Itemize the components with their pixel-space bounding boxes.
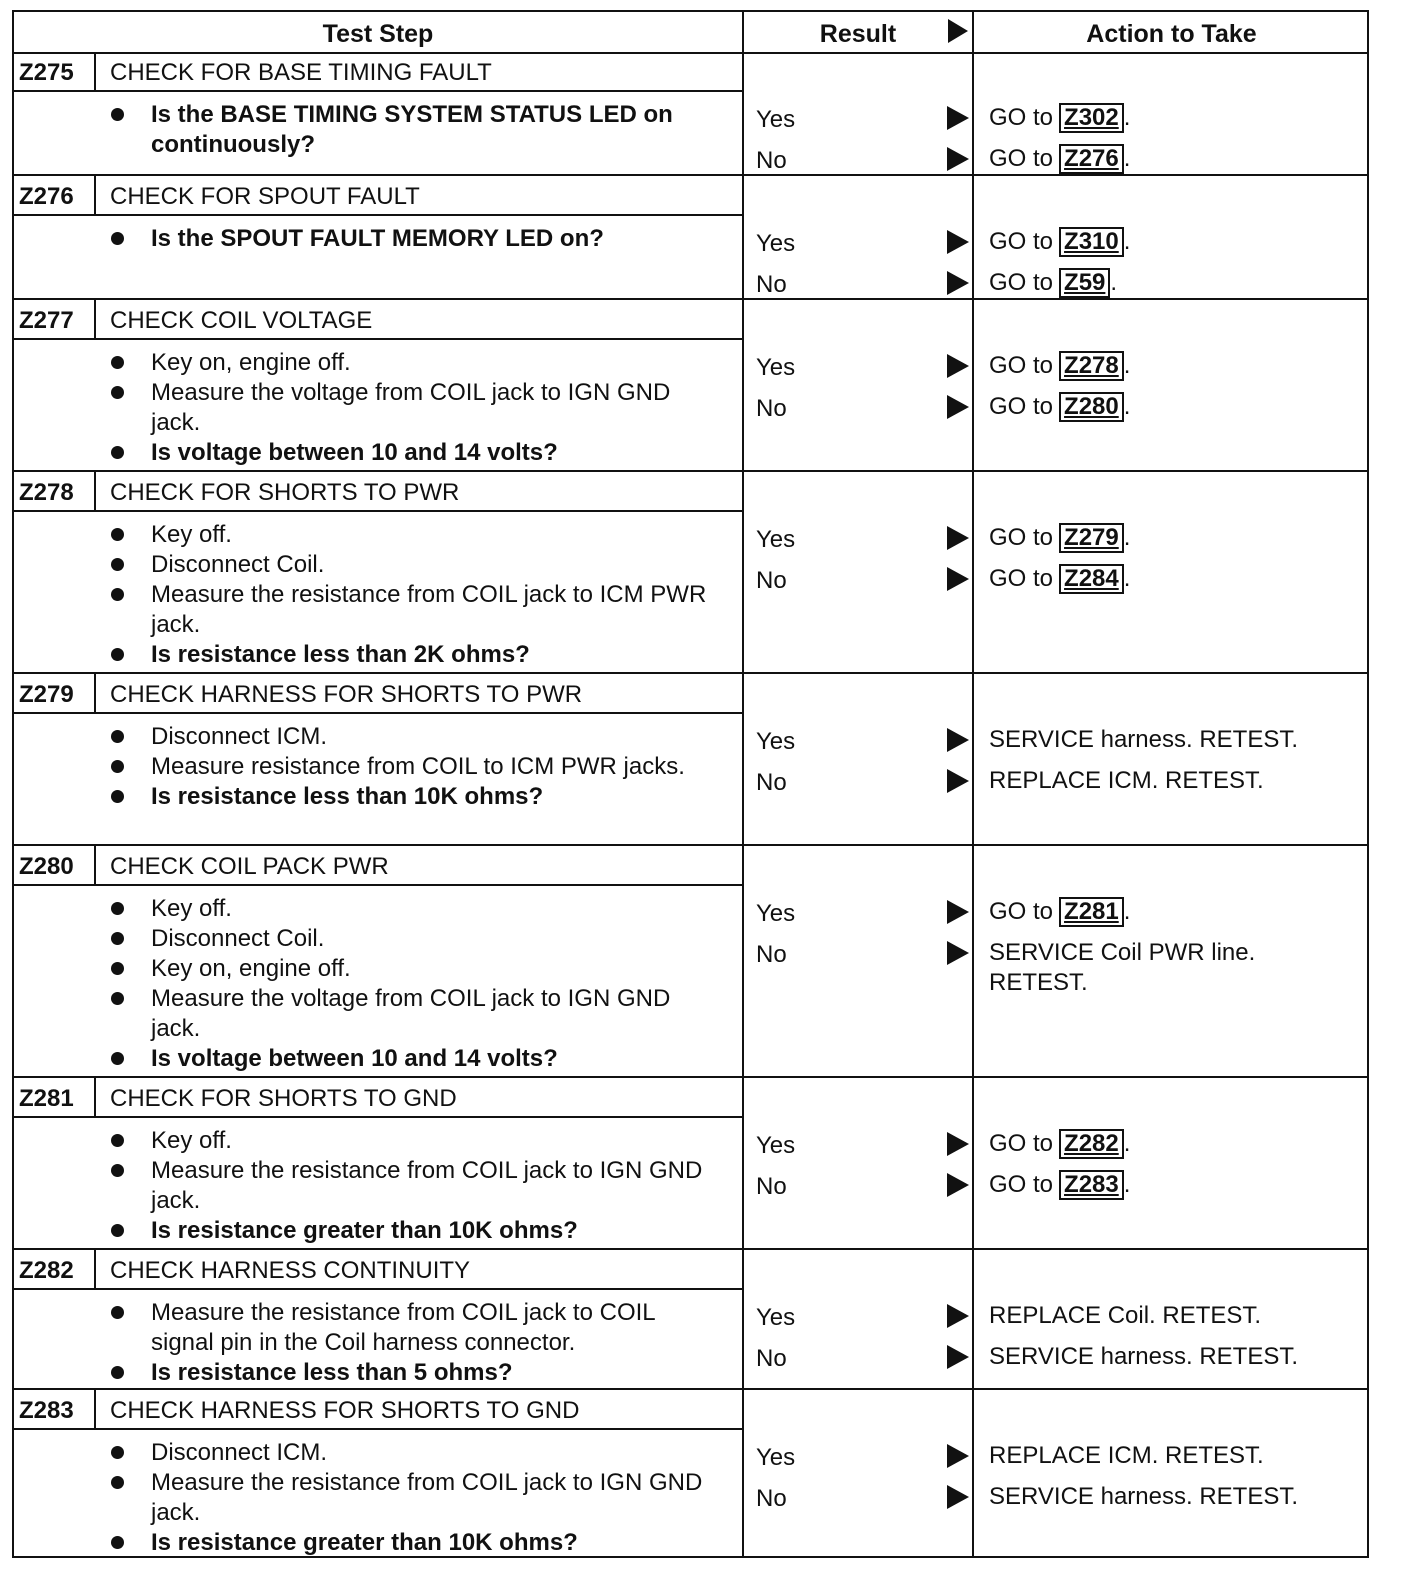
step-reference-link[interactable]: Z276 [1059, 144, 1124, 174]
bullet-icon [111, 1134, 124, 1147]
step-instruction [14, 550, 742, 580]
step-title-row [14, 674, 744, 714]
action-text: GO to [989, 1130, 1054, 1157]
result-yes: Yes [756, 1304, 796, 1331]
arrow-icon [947, 271, 969, 295]
instruction-text: Measure the resistance from COIL jack to IGN GND jack. [151, 1157, 703, 1214]
bullet-icon [111, 790, 124, 803]
instruction-text: Measure the voltage from COIL jack to IGN GND jack. [151, 985, 671, 1042]
arrow-icon [947, 395, 969, 419]
action-to-take [989, 392, 1130, 422]
test-step-row [14, 846, 1367, 1078]
step-reference-link[interactable]: Z283 [1059, 1170, 1124, 1200]
step-question [14, 782, 742, 812]
step-instruction [14, 520, 742, 550]
step-question [14, 1358, 742, 1388]
step-instructions [14, 894, 742, 1074]
arrow-icon [948, 19, 968, 43]
bullet-icon [111, 1224, 124, 1237]
arrow-icon [947, 147, 969, 171]
action-to-take [989, 1441, 1349, 1471]
instruction-text: Is resistance less than 2K ohms? [151, 641, 530, 668]
action-to-take [989, 766, 1349, 796]
action-to-take [989, 268, 1117, 298]
test-step-row [14, 52, 1367, 176]
bullet-icon [111, 356, 124, 369]
step-title-row [14, 1078, 744, 1118]
step-instruction [14, 722, 742, 752]
result-no: No [756, 1173, 787, 1200]
step-instruction [14, 1298, 742, 1358]
test-step-row [14, 1390, 1367, 1558]
step-question [14, 100, 742, 160]
arrow-icon [947, 769, 969, 793]
test-step-row [14, 674, 1367, 846]
step-instruction [14, 894, 742, 924]
instruction-text: Is voltage between 10 and 14 volts? [151, 439, 558, 466]
instruction-text: Is voltage between 10 and 14 volts? [151, 1045, 558, 1072]
step-title: CHECK COIL PACK PWR [110, 853, 389, 880]
step-title-row [14, 176, 744, 216]
arrow-icon [947, 1304, 969, 1328]
action-suffix: . [1123, 104, 1131, 131]
result-no: No [756, 941, 787, 968]
instruction-text: Is resistance greater than 10K ohms? [151, 1529, 578, 1556]
step-title: CHECK COIL VOLTAGE [110, 307, 373, 334]
step-instruction [14, 580, 742, 640]
test-step-row [14, 472, 1367, 674]
bullet-icon [111, 386, 124, 399]
action-to-take [989, 144, 1130, 174]
action-to-take [989, 1129, 1130, 1159]
arrow-icon [947, 1132, 969, 1156]
result-no: No [756, 1485, 787, 1512]
step-reference-link[interactable]: Z284 [1059, 564, 1124, 594]
action-to-take [989, 897, 1130, 927]
action-text: REPLACE Coil. RETEST. [989, 1302, 1262, 1329]
step-reference-link[interactable]: Z282 [1059, 1129, 1124, 1159]
step-id: Z276 [14, 176, 96, 214]
instruction-text: Disconnect Coil. [151, 925, 325, 952]
instruction-text: Is resistance greater than 10K ohms? [151, 1217, 578, 1244]
step-title-row [14, 846, 744, 886]
bullet-icon [111, 648, 124, 661]
test-step-row [14, 176, 1367, 300]
arrow-icon [947, 230, 969, 254]
bullet-icon [111, 932, 124, 945]
step-id: Z283 [14, 1390, 96, 1428]
test-step-row [14, 1250, 1367, 1390]
action-to-take [989, 1301, 1349, 1331]
arrow-icon [947, 728, 969, 752]
action-to-take [989, 1342, 1349, 1372]
step-question [14, 224, 742, 254]
action-suffix: . [1123, 145, 1131, 172]
instruction-text: Key off. [151, 521, 232, 548]
action-suffix: . [1123, 352, 1131, 379]
step-instruction [14, 1156, 742, 1216]
step-question [14, 1216, 742, 1246]
step-instruction [14, 378, 742, 438]
result-no: No [756, 271, 787, 298]
step-id: Z279 [14, 674, 96, 712]
instruction-text: Key off. [151, 895, 232, 922]
action-to-take [989, 523, 1130, 553]
action-text: REPLACE ICM. RETEST. [989, 767, 1264, 794]
action-text: GO to [989, 898, 1054, 925]
step-question [14, 438, 742, 468]
action-text: GO to [989, 1171, 1054, 1198]
action-text: GO to [989, 228, 1054, 255]
result-yes: Yes [756, 728, 796, 755]
arrow-icon [947, 1485, 969, 1509]
step-instructions [14, 1438, 742, 1558]
bullet-icon [111, 760, 124, 773]
step-question [14, 640, 742, 670]
action-suffix: . [1123, 228, 1131, 255]
step-instructions [14, 1298, 742, 1388]
action-text: GO to [989, 524, 1054, 551]
step-reference-link[interactable]: Z278 [1059, 351, 1124, 381]
bullet-icon [111, 730, 124, 743]
step-reference-link[interactable]: Z302 [1059, 103, 1124, 133]
action-text: REPLACE ICM. RETEST. [989, 1442, 1264, 1469]
instruction-text: Key on, engine off. [151, 955, 351, 982]
step-title: CHECK HARNESS FOR SHORTS TO PWR [110, 681, 583, 708]
action-suffix: . [1123, 1171, 1131, 1198]
step-title-row [14, 300, 744, 340]
bullet-icon [111, 588, 124, 601]
result-no: No [756, 769, 787, 796]
step-instruction [14, 1126, 742, 1156]
step-reference-link[interactable]: Z281 [1059, 897, 1124, 927]
result-no: No [756, 567, 787, 594]
step-title-row [14, 52, 744, 92]
bullet-icon [111, 1306, 124, 1319]
arrow-icon [947, 941, 969, 965]
result-yes: Yes [756, 526, 796, 553]
bullet-icon [111, 108, 124, 121]
action-text: GO to [989, 393, 1054, 420]
step-instruction [14, 752, 742, 782]
step-reference-link[interactable]: Z310 [1059, 227, 1124, 257]
diagnostic-table [12, 10, 1369, 1558]
action-text: GO to [989, 269, 1054, 296]
action-to-take [989, 103, 1130, 133]
arrow-icon [947, 1444, 969, 1468]
step-title-row [14, 472, 744, 512]
arrow-icon [947, 106, 969, 130]
instruction-text: Disconnect ICM. [151, 723, 328, 750]
step-instruction [14, 348, 742, 378]
step-id: Z278 [14, 472, 96, 510]
action-text: GO to [989, 565, 1054, 592]
action-text: SERVICE harness. RETEST. [989, 726, 1298, 753]
action-text: GO to [989, 104, 1054, 131]
action-text: GO to [989, 352, 1054, 379]
arrow-icon [947, 526, 969, 550]
action-text: GO to [989, 145, 1054, 172]
result-no: No [756, 147, 787, 174]
bullet-icon [111, 528, 124, 541]
step-instruction [14, 1468, 742, 1528]
step-instructions [14, 224, 742, 254]
step-reference-link[interactable]: Z59 [1059, 268, 1110, 298]
result-yes: Yes [756, 354, 796, 381]
action-to-take [989, 1482, 1349, 1512]
bullet-icon [111, 1366, 124, 1379]
header-action: Action to Take [1086, 20, 1257, 48]
arrow-icon [947, 900, 969, 924]
step-title: CHECK FOR SPOUT FAULT [110, 183, 420, 210]
action-suffix: . [1123, 1130, 1131, 1157]
step-id: Z275 [14, 52, 96, 90]
action-suffix: . [1123, 524, 1131, 551]
step-title: CHECK HARNESS CONTINUITY [110, 1257, 471, 1284]
bullet-icon [111, 1446, 124, 1459]
result-yes: Yes [756, 1444, 796, 1471]
step-instructions [14, 722, 742, 812]
arrow-icon [947, 1173, 969, 1197]
instruction-text: Is resistance less than 10K ohms? [151, 783, 544, 810]
action-suffix: . [1123, 393, 1131, 420]
action-text: SERVICE Coil PWR line. RETEST. [989, 939, 1256, 996]
result-yes: Yes [756, 230, 796, 257]
step-id: Z282 [14, 1250, 96, 1288]
step-instruction [14, 924, 742, 954]
bullet-icon [111, 992, 124, 1005]
step-title: CHECK HARNESS FOR SHORTS TO GND [110, 1397, 580, 1424]
arrow-icon [947, 354, 969, 378]
step-instructions [14, 100, 742, 160]
step-instructions [14, 348, 742, 468]
step-question [14, 1528, 742, 1558]
action-suffix: . [1110, 269, 1118, 296]
instruction-text: Is the SPOUT FAULT MEMORY LED on? [151, 225, 604, 252]
instruction-text: Measure the voltage from COIL jack to IGN GND jack. [151, 379, 671, 436]
step-id: Z280 [14, 846, 96, 884]
instruction-text: Key on, engine off. [151, 349, 351, 376]
result-no: No [756, 1345, 787, 1372]
step-question [14, 1044, 742, 1074]
action-to-take [989, 351, 1130, 381]
step-title: CHECK FOR SHORTS TO PWR [110, 479, 460, 506]
table-header [14, 12, 1367, 54]
instruction-text: Key off. [151, 1127, 232, 1154]
step-instruction [14, 984, 742, 1044]
arrow-icon [947, 567, 969, 591]
step-reference-link[interactable]: Z279 [1059, 523, 1124, 553]
instruction-text: Measure the resistance from COIL jack to ICM PWR jack. [151, 581, 707, 638]
bullet-icon [111, 446, 124, 459]
action-text: SERVICE harness. RETEST. [989, 1343, 1298, 1370]
step-title: CHECK FOR SHORTS TO GND [110, 1085, 457, 1112]
result-yes: Yes [756, 1132, 796, 1159]
action-to-take [989, 227, 1130, 257]
bullet-icon [111, 902, 124, 915]
instruction-text: Measure resistance from COIL to ICM PWR jacks. [151, 753, 685, 780]
step-reference-link[interactable]: Z280 [1059, 392, 1124, 422]
instruction-text: Is resistance less than 5 ohms? [151, 1359, 513, 1386]
action-to-take [989, 1170, 1130, 1200]
step-id: Z281 [14, 1078, 96, 1116]
instruction-text: Disconnect ICM. [151, 1439, 328, 1466]
step-instruction [14, 954, 742, 984]
bullet-icon [111, 232, 124, 245]
action-to-take [989, 564, 1130, 594]
step-id: Z277 [14, 300, 96, 338]
instruction-text: Measure the resistance from COIL jack to COIL signal pin in the Coil harness connector. [151, 1299, 655, 1356]
action-text: SERVICE harness. RETEST. [989, 1483, 1298, 1510]
step-instructions [14, 1126, 742, 1246]
header-test-step: Test Step [322, 20, 434, 48]
instruction-text: Is the BASE TIMING SYSTEM STATUS LED on continuously? [151, 101, 673, 158]
test-step-row [14, 300, 1367, 472]
header-result: Result [819, 20, 897, 48]
action-to-take [989, 938, 1349, 998]
instruction-text: Disconnect Coil. [151, 551, 325, 578]
bullet-icon [111, 1536, 124, 1549]
test-step-row [14, 1078, 1367, 1250]
arrow-icon [947, 1345, 969, 1369]
step-title-row [14, 1250, 744, 1290]
result-no: No [756, 395, 787, 422]
step-title: CHECK FOR BASE TIMING FAULT [110, 59, 492, 86]
result-yes: Yes [756, 900, 796, 927]
step-title-row [14, 1390, 744, 1430]
bullet-icon [111, 962, 124, 975]
bullet-icon [111, 1164, 124, 1177]
action-suffix: . [1123, 565, 1131, 592]
action-suffix: . [1123, 898, 1131, 925]
action-to-take [989, 725, 1349, 755]
step-instruction [14, 1438, 742, 1468]
instruction-text: Measure the resistance from COIL jack to IGN GND jack. [151, 1469, 703, 1526]
bullet-icon [111, 558, 124, 571]
step-instructions [14, 520, 742, 670]
result-yes: Yes [756, 106, 796, 133]
bullet-icon [111, 1052, 124, 1065]
bullet-icon [111, 1476, 124, 1489]
